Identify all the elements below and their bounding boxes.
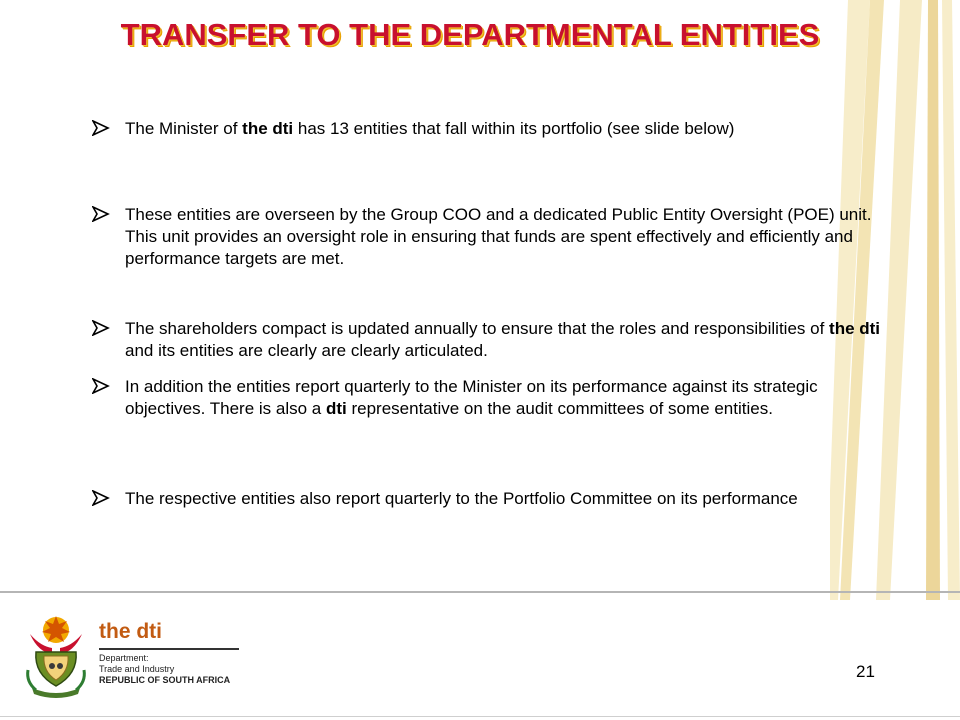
footer-divider	[0, 591, 960, 593]
dept-country: REPUBLIC OF SOUTH AFRICA	[99, 675, 231, 685]
bullet-text	[125, 318, 885, 362]
bullet-segment: and its entities are clearly are clearly articulated.	[125, 341, 488, 360]
bottom-rule	[0, 716, 960, 717]
arrow-bullet-icon	[92, 120, 110, 136]
arrow-bullet-icon	[92, 378, 110, 394]
arrow-bullet-icon	[92, 320, 110, 336]
logo-rule	[99, 648, 239, 650]
bullet-segment: The shareholders compact is updated annually to ensure that the roles and responsibilities of	[125, 319, 830, 338]
bullet-segment: These entities are overseen by the Group COO and a dedicated Public Entity Oversight (POE) unit. This unit provides an oversight role in ensuring that funds are spent effectively and efficiently and performance targets are met.	[125, 205, 872, 268]
department-text	[99, 653, 230, 686]
bullet-text	[125, 118, 885, 140]
page-number: 21	[856, 662, 875, 681]
bullet-text	[125, 488, 885, 510]
coat-of-arms-logo	[22, 612, 90, 698]
dept-line: Trade and Industry	[99, 664, 175, 674]
bullet-segment-bold: dti	[325, 399, 347, 418]
slide-title: TRANSFER TO THE DEPARTMENTAL ENTITIES	[120, 17, 820, 52]
bullet-segment: In addition the entities report quarterly to the Minister on its performance against its strategic objectives. There is also a	[125, 377, 818, 418]
dept-line: Department:	[99, 653, 149, 663]
decorative-stripes	[830, 0, 960, 600]
bullet-segment-bold: the dti	[829, 319, 881, 338]
bullet-segment: has 13 entities that fall within its portfolio (see slide below)	[293, 119, 735, 138]
bullet-text	[125, 204, 885, 270]
bullet-text	[125, 376, 885, 420]
bullet-segment-bold: the dti	[242, 119, 294, 138]
arrow-bullet-icon	[92, 206, 110, 222]
bullet-segment: The respective entities also report quarterly to the Portfolio Committee on its performance	[125, 489, 798, 508]
bullet-segment: The Minister of	[125, 119, 243, 138]
bullet-segment: representative on the audit committees of some entities.	[346, 399, 773, 418]
arrow-bullet-icon	[92, 490, 110, 506]
dti-logo-name: the dti	[99, 620, 162, 643]
dti-logo	[99, 620, 162, 644]
